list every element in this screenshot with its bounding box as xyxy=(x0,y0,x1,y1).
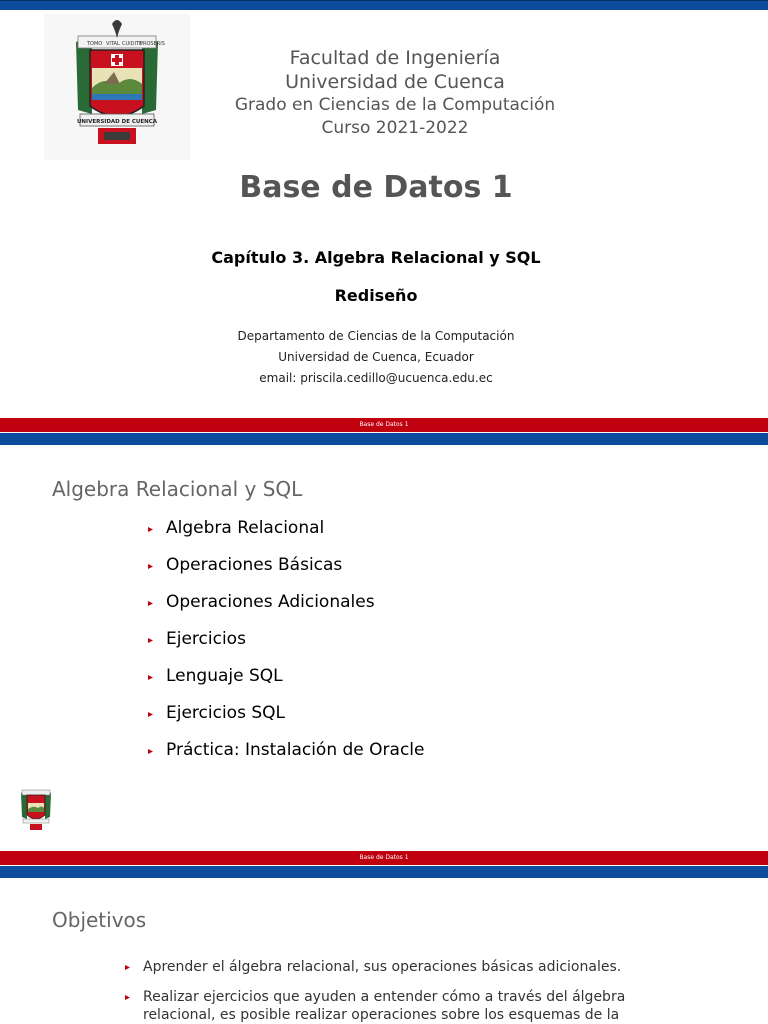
svg-text:CUIDITE: CUIDITE xyxy=(122,41,143,47)
slide-title: Base de Datos 1 xyxy=(239,170,513,205)
institution-block xyxy=(170,46,620,140)
slide-heading: Objetivos xyxy=(52,908,147,932)
university-name: Universidad de Cuenca xyxy=(285,71,505,93)
bullet-icon xyxy=(125,965,130,970)
list-item: Aprender el álgebra relacional, sus operaciones básicas adicionales. xyxy=(125,958,645,976)
bullet-icon xyxy=(148,675,153,680)
svg-text:VITAL: VITAL xyxy=(106,41,120,47)
department-line: Departamento de Ciencias de la Computación xyxy=(237,329,515,343)
top-blue-bar xyxy=(0,0,768,10)
email-line: email: priscila.cedillo@ucuenca.edu.ec xyxy=(259,371,493,385)
svg-text:PROSERIS: PROSERIS xyxy=(140,41,165,47)
university-crest-logo xyxy=(44,14,190,160)
bullet-icon xyxy=(148,601,153,606)
chapter-title: Capítulo 3. Algebra Relacional y SQL xyxy=(211,248,541,267)
bullet-icon xyxy=(148,638,153,643)
objectives-list xyxy=(125,958,645,1024)
department-info xyxy=(0,326,752,389)
svg-text:TOMO: TOMO xyxy=(87,41,103,47)
department-line: Universidad de Cuenca, Ecuador xyxy=(278,350,474,364)
bullet-icon xyxy=(125,995,130,1000)
slide-footer: Base de Datos 1 xyxy=(0,851,768,865)
faculty-name: Facultad de Ingeniería xyxy=(289,47,501,69)
slide-heading: Algebra Relacional y SQL xyxy=(52,477,303,501)
title-slide xyxy=(0,0,768,445)
course-year: Curso 2021-2022 xyxy=(321,118,469,138)
bullet-icon xyxy=(148,749,153,754)
bullet-icon xyxy=(148,712,153,717)
top-blue-bar xyxy=(0,866,768,878)
agenda-slide: Algebra Relacional y SQL Algebra Relacional Operaciones Básicas Operaciones Adicionales Ejercicios Lenguaje SQL Ejercicios SQL Práctica: Instalación de Oracle Base de Datos 1 xyxy=(0,433,768,879)
list-item: Realizar ejercicios que ayuden a entender cómo a través del álgebra relacional, es posible realizar operaciones sobre los esquemas de la xyxy=(125,988,645,1024)
top-blue-bar xyxy=(0,433,768,445)
small-crest-logo xyxy=(16,783,56,835)
degree-name: Grado en Ciencias de la Computación xyxy=(234,95,556,115)
bullet-icon xyxy=(148,564,153,569)
chapter-subtitle: Rediseño xyxy=(334,286,418,305)
objectives-slide xyxy=(0,866,768,1024)
bullet-icon xyxy=(148,527,153,532)
svg-text:UNIVERSIDAD DE CUENCA: UNIVERSIDAD DE CUENCA xyxy=(76,119,158,125)
slide-footer: Base de Datos 1 xyxy=(0,418,768,432)
